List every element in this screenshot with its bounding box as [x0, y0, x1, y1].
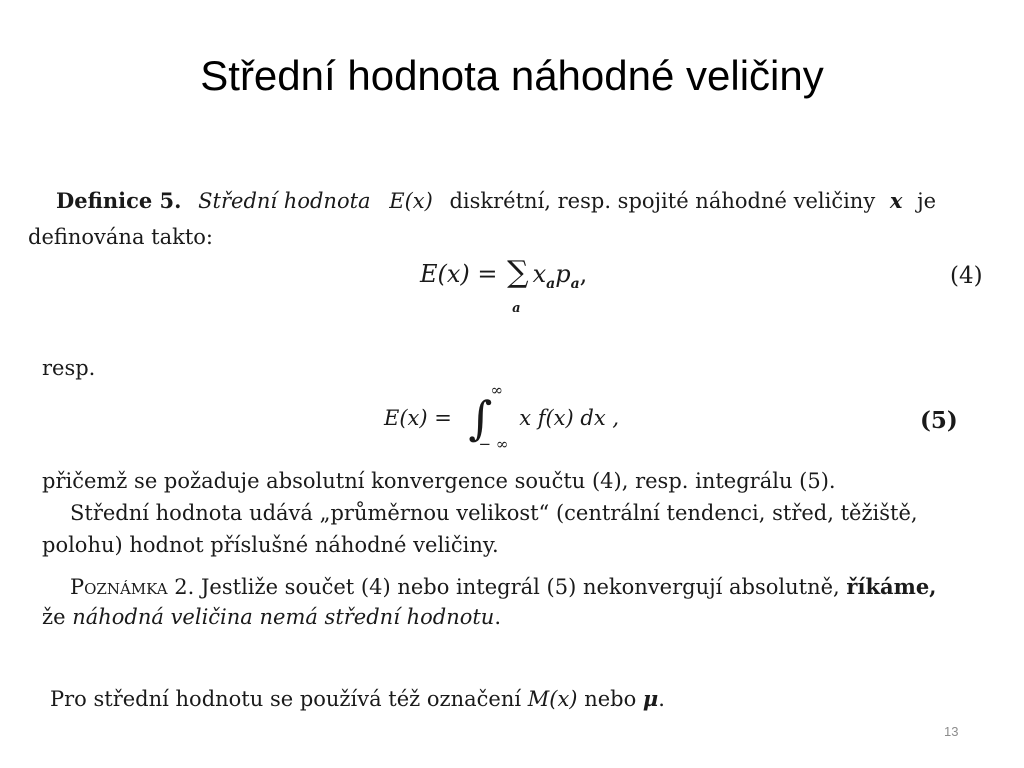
definition-text: diskrétní, resp. spojité náhodné veličiny: [449, 189, 876, 213]
definition-symbol: E(x): [389, 189, 433, 213]
notation-symbol-m: M(x): [527, 687, 578, 711]
notation-conjunction: nebo: [584, 687, 637, 711]
formula-4-term: x: [532, 260, 547, 288]
equation-number-5: (5): [920, 407, 958, 434]
definition-end: je: [917, 189, 937, 213]
remark-emphasis: říkáme,: [846, 574, 937, 599]
remark-statement: náhodná veličina nemá střední hodnotu: [72, 605, 495, 629]
definition-line-1: [56, 188, 936, 214]
sum-symbol: ∑ a: [507, 260, 528, 286]
notation-line: Pro střední hodnotu se používá též označení M(x) nebo μ.: [50, 686, 665, 711]
remark-text: 2. Jestliže součet (4) nebo integrál (5) nekonvergují absolutně,: [174, 575, 840, 599]
meaning-line-2: polohu) hodnot příslušné náhodné veličiny.: [42, 533, 499, 557]
integral-lower-limit: − ∞: [478, 435, 509, 453]
notation-symbol-mu: μ: [642, 686, 659, 711]
integral-symbol: ∫ ∞ − ∞: [469, 405, 493, 431]
remark-label: Poznámka: [70, 575, 168, 599]
remark-line-2: že náhodná veličina nemá střední hodnotu.: [42, 605, 502, 629]
notation-text: Pro střední hodnotu se používá též označení: [50, 687, 522, 711]
remark-line-1: [70, 574, 937, 600]
equation-number-4: (4): [950, 263, 983, 289]
integral-upper-limit: ∞: [490, 381, 504, 399]
slide-number: 13: [944, 724, 959, 739]
convergence-text: přičemž se požaduje absolutní konvergence součtu (4), resp. integrálu (5).: [42, 469, 836, 493]
definition-line-2: definována takto:: [28, 225, 213, 249]
meaning-line-1: Střední hodnota udává „průměrnou velikost“ (centrální tendenci, střed, těžiště,: [70, 501, 918, 525]
definition-label: Definice 5.: [56, 188, 182, 213]
slide-title: Střední hodnota náhodné veličiny: [200, 52, 824, 99]
sum-index: a: [512, 301, 521, 316]
formula-5-body: x f(x) dx ,: [519, 406, 620, 430]
formula-5: [384, 381, 620, 453]
formula-4-term-2: p: [555, 260, 571, 288]
formula-4: E(x) = ∑ a $x_ap_a$,: [420, 260, 587, 297]
resp-label: resp.: [42, 356, 96, 380]
formula-5-lhs: E(x) =: [384, 406, 452, 430]
definition-variable: x: [889, 188, 903, 213]
definition-term: Střední hodnota: [198, 189, 371, 213]
formula-4-lhs: E(x) =: [420, 260, 498, 288]
